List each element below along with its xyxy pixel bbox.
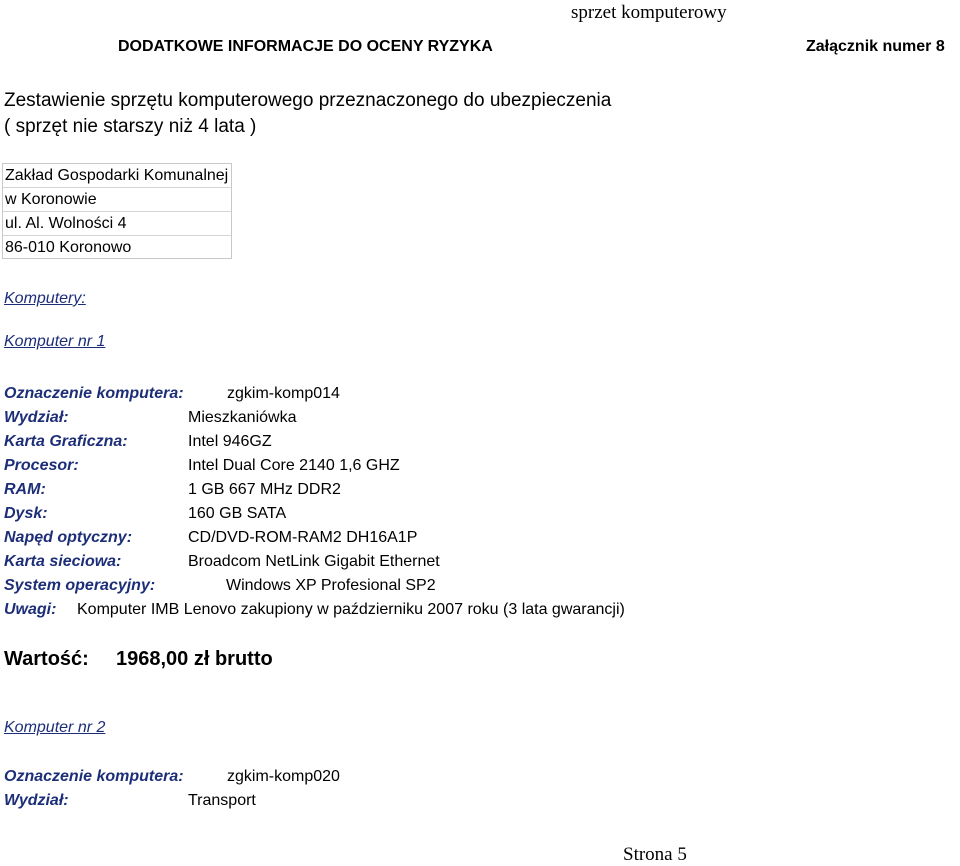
page-number: Strona 5 xyxy=(623,844,687,865)
field-label: Uwagi: xyxy=(4,601,57,618)
address-line: Zakład Gospodarki Komunalnej xyxy=(3,164,231,188)
attachment-label: Załącznik numer 8 xyxy=(806,38,945,55)
page-title-line-2: ( sprzęt nie starszy niż 4 lata ) xyxy=(4,116,257,137)
value-amount: 1968,00 zł brutto xyxy=(116,648,273,670)
field-label: Karta sieciowa: xyxy=(4,553,122,570)
field-value: zgkim-komp014 xyxy=(227,385,340,402)
field-label: Dysk: xyxy=(4,505,48,522)
field-value: Transport xyxy=(188,792,256,809)
field-label: Wydział: xyxy=(4,792,69,809)
field-value: Mieszkaniówka xyxy=(188,409,297,426)
field-value: 160 GB SATA xyxy=(188,505,287,522)
address-line: 86-010 Koronowo xyxy=(5,239,132,256)
field-value: Windows XP Profesional SP2 xyxy=(226,577,436,594)
section-heading-computers: Komputery: xyxy=(4,290,86,307)
field-label: Karta Graficzna: xyxy=(4,433,128,450)
document-category: sprzet komputerowy xyxy=(571,2,727,23)
field-value: Intel 946GZ xyxy=(188,433,272,450)
field-value: zgkim-komp020 xyxy=(227,768,340,785)
header-left: DODATKOWE INFORMACJE DO OCENY RYZYKA xyxy=(118,38,493,55)
field-value: CD/DVD-ROM-RAM2 DH16A1P xyxy=(188,529,418,546)
address-line: w Koronowie xyxy=(3,188,231,212)
field-label: Oznaczenie komputera: xyxy=(4,385,184,402)
field-label: Oznaczenie komputera: xyxy=(4,768,184,785)
computer-2-heading: Komputer nr 2 xyxy=(4,719,106,736)
field-value: Intel Dual Core 2140 1,6 GHZ xyxy=(188,457,400,474)
value-label: Wartość: xyxy=(4,648,89,670)
address-block xyxy=(2,163,232,259)
field-label: Napęd optyczny: xyxy=(4,529,133,546)
field-label: System operacyjny: xyxy=(4,577,156,594)
field-value: Komputer IMB Lenovo zakupiony w październiku 2007 roku (3 lata gwarancji) xyxy=(77,601,625,618)
field-value: Broadcom NetLink Gigabit Ethernet xyxy=(188,553,440,570)
address-line: ul. Al. Wolności 4 xyxy=(3,212,231,236)
page-title-line-1: Zestawienie sprzętu komputerowego przeznaczonego do ubezpieczenia xyxy=(4,90,612,111)
computer-1-heading: Komputer nr 1 xyxy=(4,333,106,350)
field-value: 1 GB 667 MHz DDR2 xyxy=(188,481,341,498)
field-label: Procesor: xyxy=(4,457,79,474)
field-label: Wydział: xyxy=(4,409,69,426)
field-label: RAM: xyxy=(4,481,46,498)
